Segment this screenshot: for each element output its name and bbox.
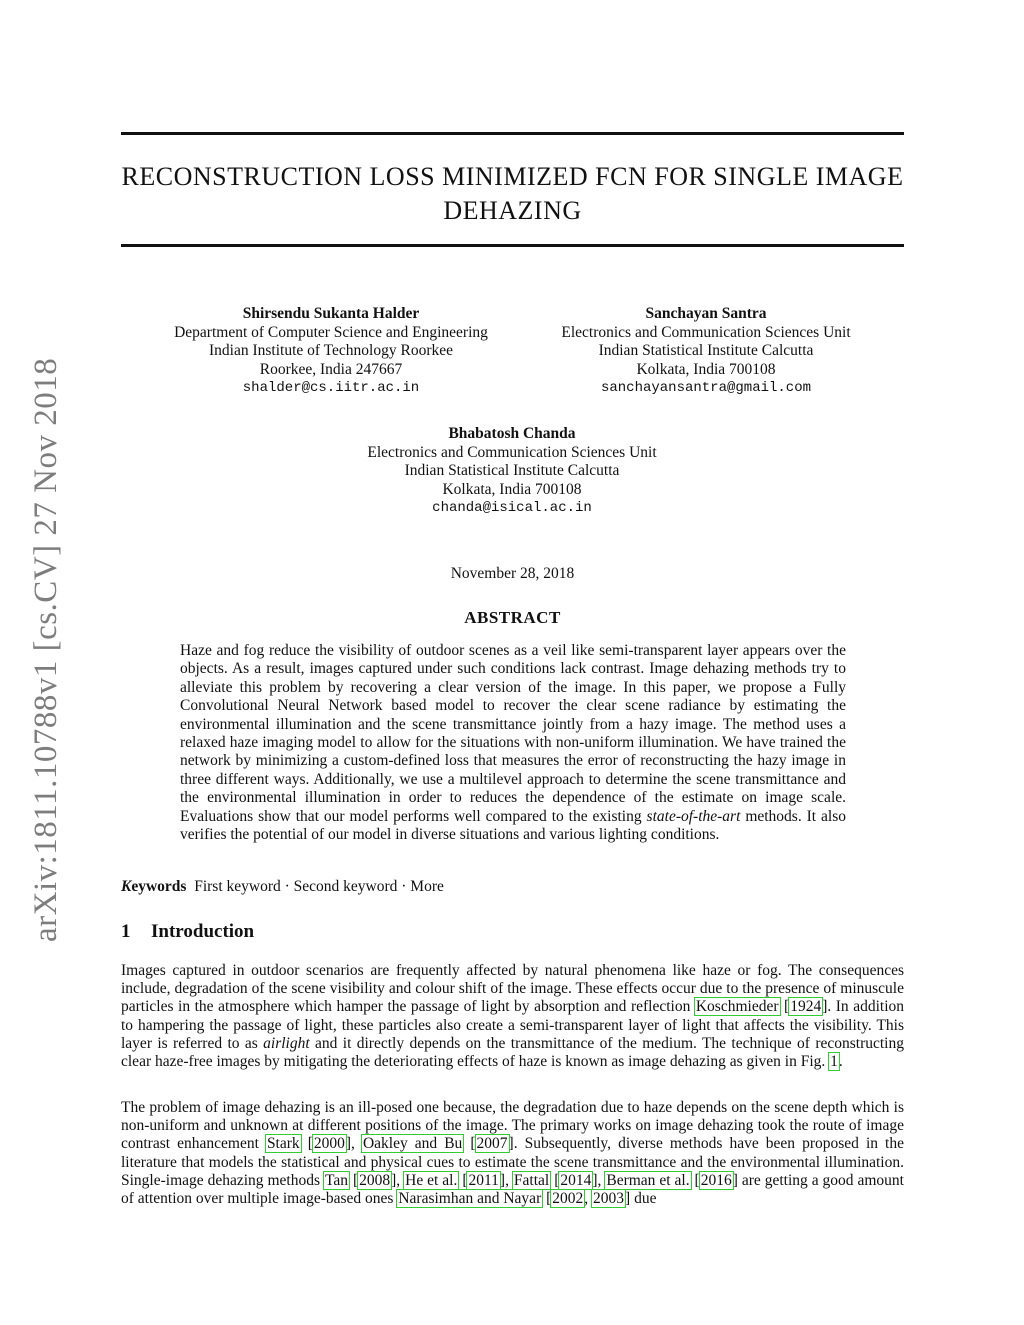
citation-link[interactable]: Berman et al. [606,1171,690,1189]
text: [ [690,1171,700,1189]
keywords-label-rest: eywords [131,878,187,895]
citation-link[interactable]: Tan [324,1171,348,1189]
italic-term: airlight [263,1034,310,1052]
citation-link[interactable]: 2016 [700,1171,732,1189]
author-name: Shirsendu Sukanta Halder [242,305,420,322]
abstract-part-2: methods. It also verifies the potential of our model in diverse situations and various lighting conditions. [180,807,846,844]
citation-link[interactable]: 2014 [560,1171,592,1189]
author-institute: Indian Statistical Institute Calcutta [598,342,814,359]
text: [ [458,1171,468,1189]
citation-link[interactable]: Oakley and Bu [362,1135,463,1153]
intro-paragraph-2 [121,1099,904,1208]
author-name: Bhabatosh Chanda [448,425,576,442]
text: ], [345,1135,362,1153]
text: ], [592,1171,606,1189]
paper-date: November 28, 2018 [450,565,575,582]
section-heading [121,921,254,943]
text: ] due [625,1190,657,1208]
citation-link[interactable]: Narasimhan and Nayar [398,1190,542,1208]
abstract-text [180,642,846,844]
text: [ [463,1135,476,1153]
author-location: Kolkata, India 700108 [442,480,582,498]
author-block-1 [141,305,521,398]
citation-link[interactable]: 2000 [313,1135,345,1153]
text: [ [550,1171,560,1189]
keywords-label [121,878,186,895]
abstract-heading: ABSTRACT [464,608,561,627]
title-top-rule [121,132,904,135]
text: [ [542,1190,552,1208]
text: ]. Subsequently, diverse methods have been proposed in the literature that models the statistical and physical cues to estimate the scene transmittance and the environmental illumination. Single-image dehazing methods [121,1135,904,1189]
citation-link[interactable]: 2008 [359,1171,391,1189]
keywords-text: First keyword · Second keyword · More [194,878,444,895]
citation-link[interactable]: He et al. [405,1171,458,1189]
author-email[interactable]: shalder@cs.iitr.ac.in [242,380,420,396]
author-email[interactable]: sanchayansantra@gmail.com [600,380,812,396]
citation-link[interactable]: 2002 [552,1190,584,1208]
title-line-1: RECONSTRUCTION LOSS MINIMIZED FCN FOR SINGLE IMAGE [121,162,904,191]
text: Images captured in outdoor scenarios are frequently affected by natural phenomena like haze or fog. The consequences include, degradation of the scene visibility and colour shift of the image. These effects occur due to the presence of minuscule particles in the atmosphere which hamper the passage of light by absorption and reflection [121,962,904,1016]
citation-link[interactable]: 1924 [790,998,822,1016]
author-dept: Electronics and Communication Sciences Unit [367,443,657,461]
text: [ [300,1135,313,1153]
keywords [121,878,444,896]
section-title: Introduction [151,921,255,942]
text: and it directly depends on the transmittance of the medium. The technique of reconstructing clear haze-free images by mitigating the deteriorating effects of haze is known as image dehazing as given in Fig. [121,1034,904,1071]
text: ]. In addition to hampering the passage of light, these particles also create a semi-transparent layer of light that affects the visibility. This layer is referred to as [121,998,905,1052]
author-name: Sanchayan Santra [645,305,767,322]
text: ], [499,1171,513,1189]
keywords-label-italic: K [121,878,132,895]
abstract-italic: state-of-the-art [646,807,741,825]
author-block-3 [312,425,712,518]
author-dept: Department of Computer Science and Engineering [174,323,488,341]
text: The problem of image dehazing is an ill-posed one because, the degradation due to haze depends on the scene depth which is non-uniform and unknown at different positions of the image. The primary works on image dehazing took the route of image contrast enhancement [121,1099,904,1153]
citation-link[interactable]: 2003 [593,1190,625,1208]
text: ], [391,1171,405,1189]
title-line-2: DEHAZING [443,196,582,225]
intro-paragraph-1 [121,962,904,1071]
author-location: Kolkata, India 700108 [636,360,776,378]
paper-title [121,160,904,228]
author-email[interactable]: chanda@isical.ac.in [432,500,592,516]
section-number: 1 [121,921,131,942]
abstract-part-1: Haze and fog reduce the visibility of outdoor scenes as a veil like semi-transparent layer appears over the objects. As a result, images captured under such conditions lack contrast. Image dehazing methods try to alleviate this problem by recovering a clear version of the image. In this paper, we propose a Fully Convolutional Neural Network based model to recover the clear scene radiance by estimating the environmental illumination and the scene transmittance jointly from a hazy image. The method uses a relaxed haze imaging model to allow for the situations with non-uniform illumination. We have trained the network by minimizing a custom-defined loss that measures the error of reconstructing the hazy image in three different ways. Additionally, we use a multilevel approach to determine the scene transmittance and the environmental illumination in order to reduces the dependence of the estimate on image scale. Evaluations show that our model performs well compared to the existing [180,642,846,825]
text: ] are getting a good amount of attention over multiple image-based ones [121,1171,904,1208]
figure-link[interactable]: 1 [830,1053,838,1071]
citation-link[interactable]: Koschmieder [695,998,779,1016]
text: [ [779,998,790,1016]
author-dept: Electronics and Communication Sciences Unit [561,323,851,341]
text: . [838,1053,843,1071]
author-location: Roorkee, India 247667 [259,360,403,378]
text: , [584,1190,593,1208]
text: [ [349,1171,359,1189]
title-bottom-rule [121,244,904,247]
author-institute: Indian Statistical Institute Calcutta [404,462,620,479]
author-institute: Indian Institute of Technology Roorkee [209,342,453,359]
citation-link[interactable]: Stark [266,1135,300,1153]
author-block-2 [516,305,896,398]
citation-link[interactable]: 2007 [476,1135,508,1153]
arxiv-stamp: arXiv:1811.10788v1 [cs.CV] 27 Nov 2018 [28,357,64,942]
citation-link[interactable]: 2011 [468,1171,499,1189]
citation-link[interactable]: Fattal [513,1171,550,1189]
